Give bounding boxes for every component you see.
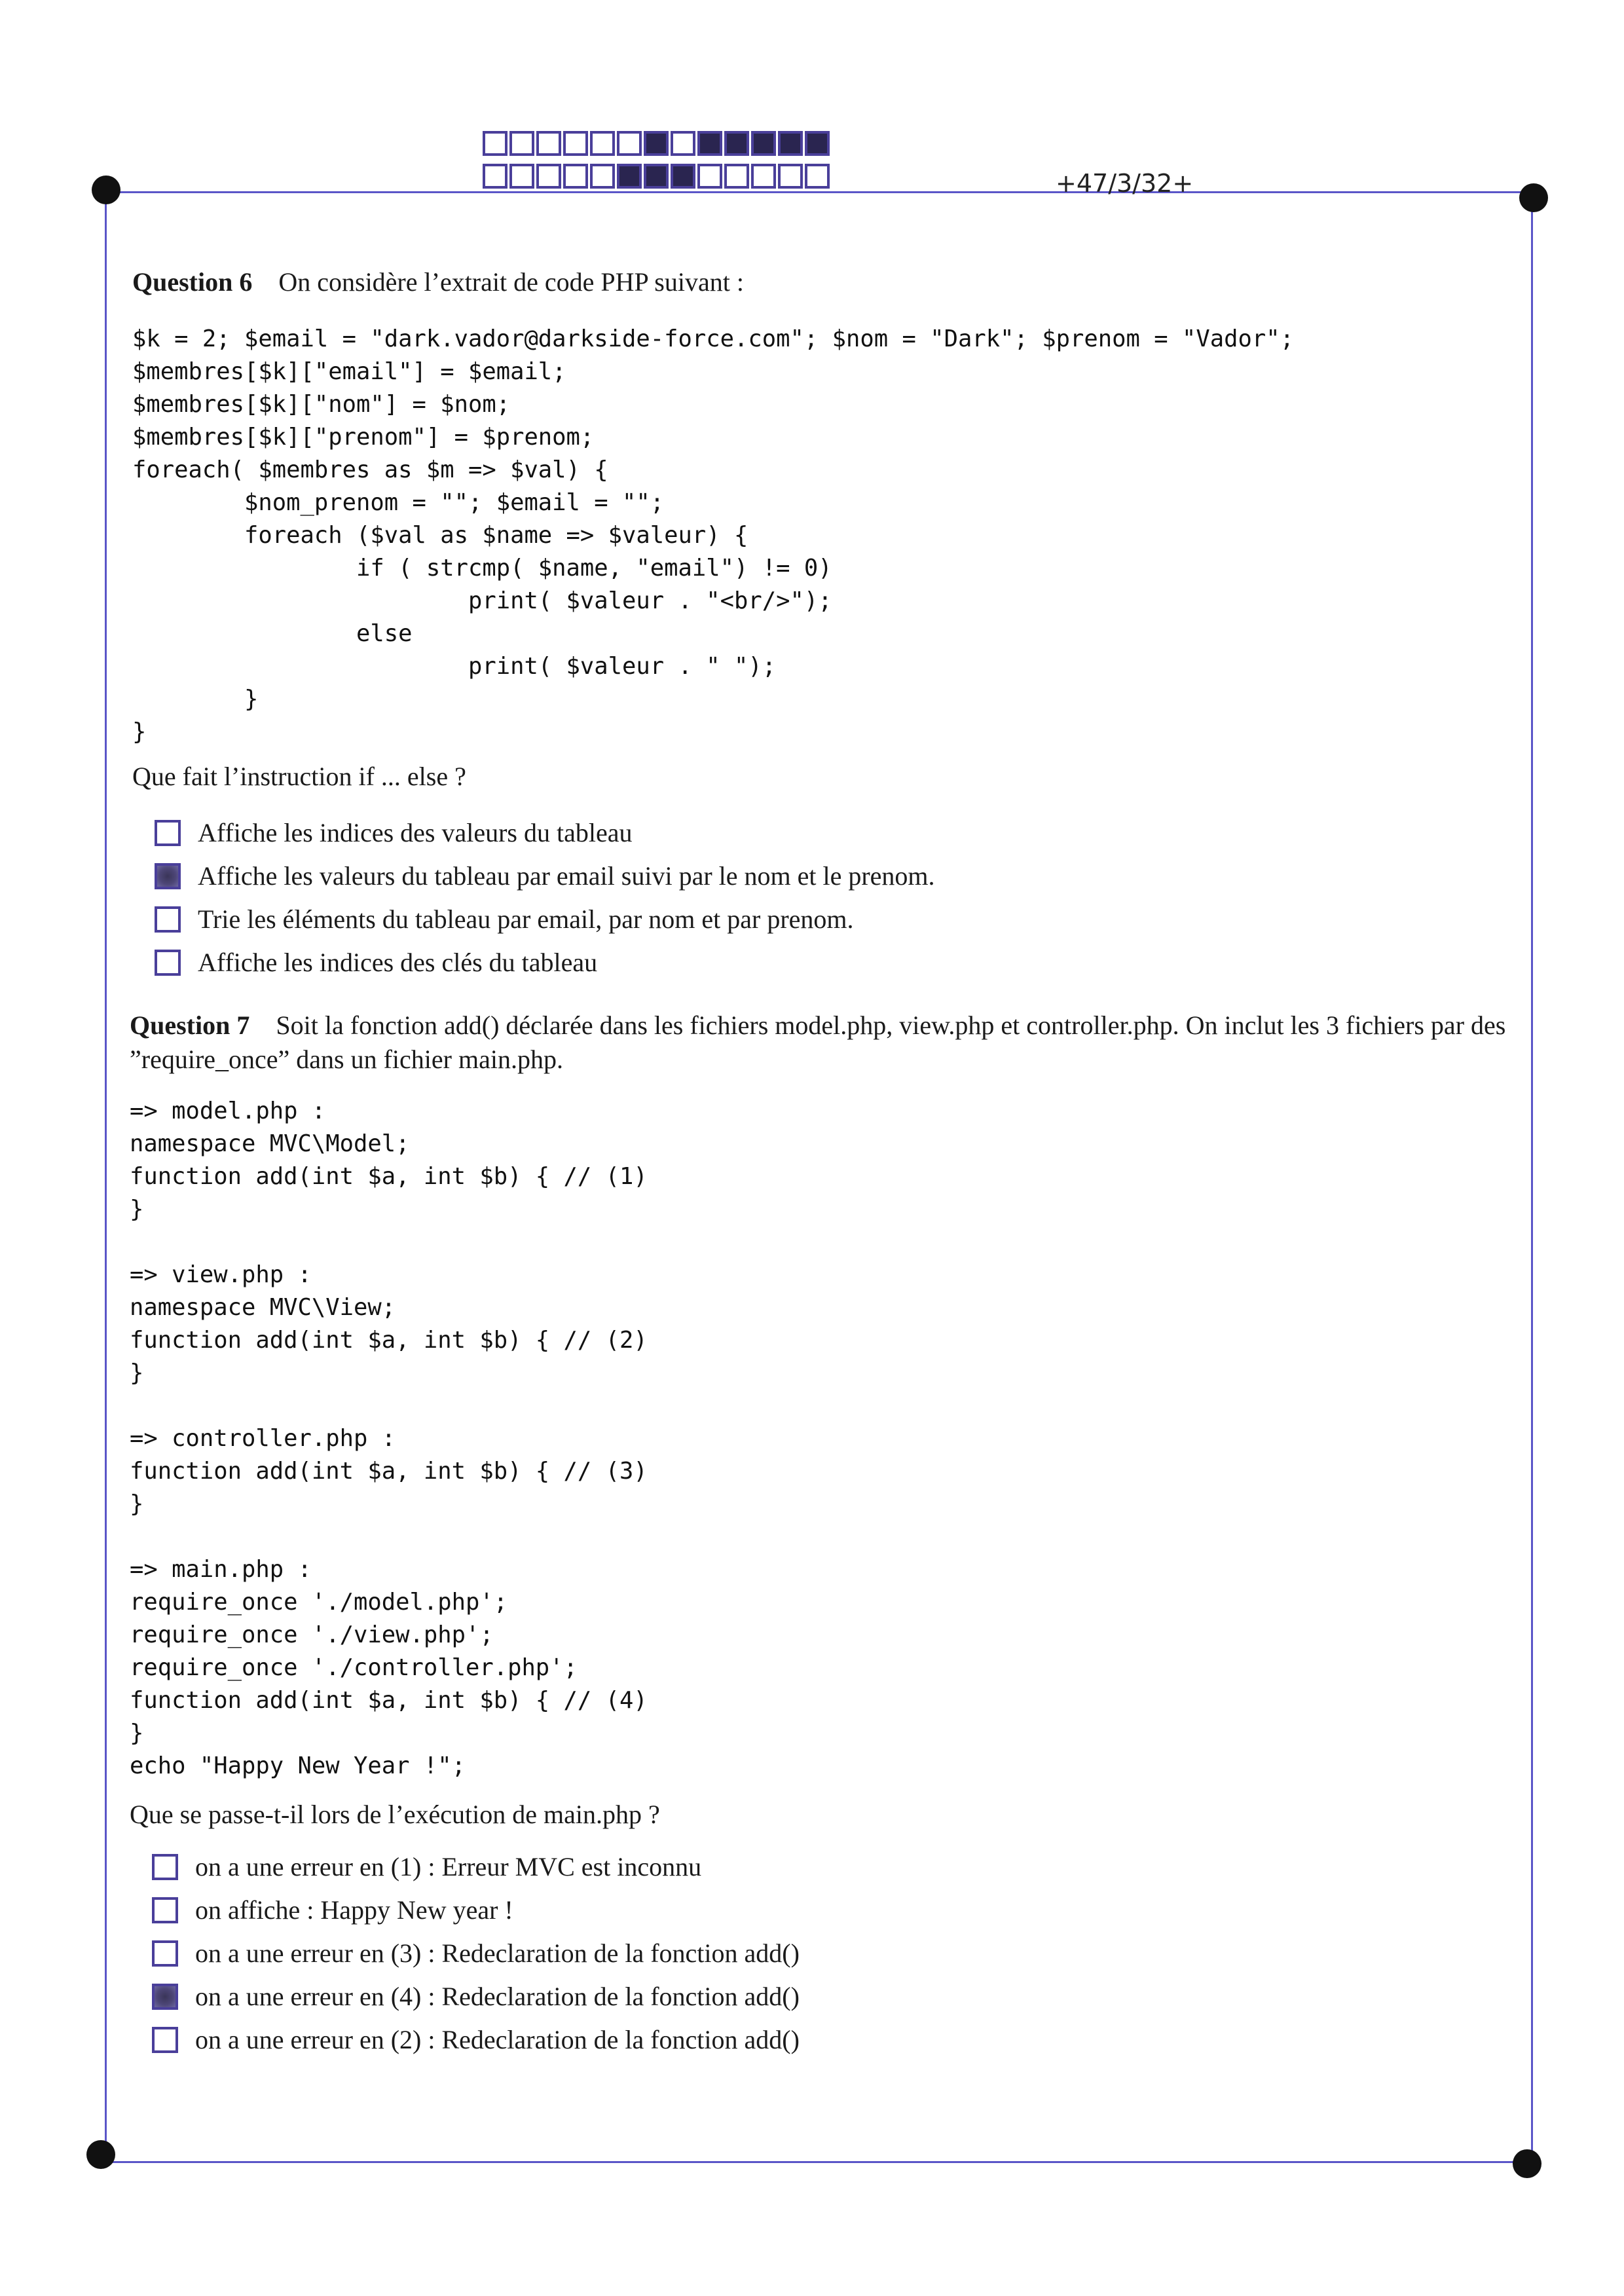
answer-checkbox[interactable] <box>155 820 181 846</box>
question-6-title <box>132 265 1560 299</box>
id-box <box>483 131 507 156</box>
corner-marker-top-left <box>92 176 120 204</box>
id-box <box>697 131 722 156</box>
answer-checkbox[interactable] <box>155 863 181 889</box>
answer-label: on a une erreur en (1) : Erreur MVC est inconnu <box>195 1852 702 1881</box>
id-box <box>644 164 669 189</box>
id-box <box>697 164 722 189</box>
id-box <box>724 131 749 156</box>
id-box <box>644 131 669 156</box>
frame-left-line <box>105 191 107 2162</box>
answer-label: Trie les éléments du tableau par email, par nom et par prenom. <box>198 904 854 934</box>
answer-label: Affiche les indices des clés du tableau <box>198 948 598 977</box>
id-box <box>671 164 695 189</box>
corner-marker-bottom-right <box>1513 2149 1541 2178</box>
id-box <box>483 164 507 189</box>
id-box-row-1 <box>483 131 832 156</box>
question-7-number: Question 7 <box>130 1010 250 1040</box>
id-box <box>805 131 830 156</box>
answer-option[interactable] <box>155 904 854 935</box>
frame-right-line <box>1531 191 1533 2162</box>
question-6-text: On considère l’extrait de code PHP suivant : <box>278 267 744 297</box>
id-box <box>751 164 776 189</box>
answer-option[interactable] <box>152 1938 800 1969</box>
answer-label: on a une erreur en (4) : Redeclaration de la fonction add() <box>195 1982 800 2011</box>
question-6-code: $k = 2; $email = "dark.vador@darkside-force.com"; $nom = "Dark"; $prenom = "Vador"; $membres[$k]["email"] = $email; $membres[$k]["nom"] = $nom; $membres[$k]["prenom"] = $prenom; foreach( $membres as $m => $val) { $nom_prenom = ""; $email = ""; foreach ($val as $name => $valeur) { if ( strcmp( $name, "email") != 0) print( $valeur . "<br/>"); else print( $valeur . " "); } } <box>132 325 1294 745</box>
answer-checkbox[interactable] <box>152 1940 178 1967</box>
corner-marker-bottom-left <box>86 2140 115 2169</box>
question-7-title <box>130 1009 1557 1077</box>
answer-checkbox[interactable] <box>152 1897 178 1923</box>
answer-option[interactable] <box>155 861 935 891</box>
id-box <box>617 131 642 156</box>
id-box <box>509 131 534 156</box>
id-box <box>563 164 588 189</box>
answer-option[interactable] <box>155 817 632 848</box>
question-6-prompt: Que fait l’instruction if ... else ? <box>132 762 466 791</box>
answer-label: Affiche les indices des valeurs du tableau <box>198 818 633 847</box>
corner-marker-top-right <box>1519 183 1548 212</box>
id-box <box>671 131 695 156</box>
id-box <box>751 131 776 156</box>
answer-label: Affiche les valeurs du tableau par email suivi par le nom et le prenom. <box>198 861 935 891</box>
answer-option[interactable] <box>152 1981 800 2012</box>
answer-option[interactable] <box>155 947 597 978</box>
answer-label: on a une erreur en (3) : Redeclaration de la fonction add() <box>195 1938 800 1968</box>
answer-label: on affiche : Happy New year ! <box>195 1895 513 1925</box>
id-box <box>509 164 534 189</box>
id-box <box>590 164 615 189</box>
id-box <box>536 164 561 189</box>
id-box <box>778 164 803 189</box>
answer-option[interactable] <box>152 1851 701 1882</box>
answer-checkbox[interactable] <box>155 906 181 933</box>
id-box <box>778 131 803 156</box>
answer-checkbox[interactable] <box>155 950 181 976</box>
answer-checkbox[interactable] <box>152 1984 178 2010</box>
question-6-number: Question 6 <box>132 267 253 297</box>
id-box <box>617 164 642 189</box>
question-7-code: => model.php : namespace MVC\Model; function add(int $a, int $b) { // (1) } => view.php : namespace MVC\View; function add(int $a, int $b) { // (2) } => controller.php : function add(int $a, int $b) { // (3) } => main.php : require_once './model.php'; require_once './view.php'; require_once './controller.php'; function add(int $a, int $b) { // (4) } echo "Happy New Year !"; <box>130 1098 648 1779</box>
id-box <box>563 131 588 156</box>
frame-top-line <box>105 191 1532 193</box>
frame-bottom-line <box>100 2161 1527 2163</box>
id-box <box>536 131 561 156</box>
question-7-prompt: Que se passe-t-il lors de l’exécution de main.php ? <box>130 1800 660 1829</box>
id-box <box>724 164 749 189</box>
id-box <box>590 131 615 156</box>
page-id: +47/3/32+ <box>1056 169 1194 198</box>
answer-checkbox[interactable] <box>152 2027 178 2053</box>
answer-option[interactable] <box>152 1895 513 1925</box>
question-7-text: Soit la fonction add() déclarée dans les fichiers model.php, view.php et controller.php. On inclut les 3 fichiers par des ”require_once” dans un fichier main.php. <box>130 1010 1506 1074</box>
answer-checkbox[interactable] <box>152 1854 178 1880</box>
answer-label: on a une erreur en (2) : Redeclaration de la fonction add() <box>195 2025 800 2054</box>
id-box <box>805 164 830 189</box>
id-box-row-2 <box>483 164 832 189</box>
answer-option[interactable] <box>152 2024 800 2055</box>
